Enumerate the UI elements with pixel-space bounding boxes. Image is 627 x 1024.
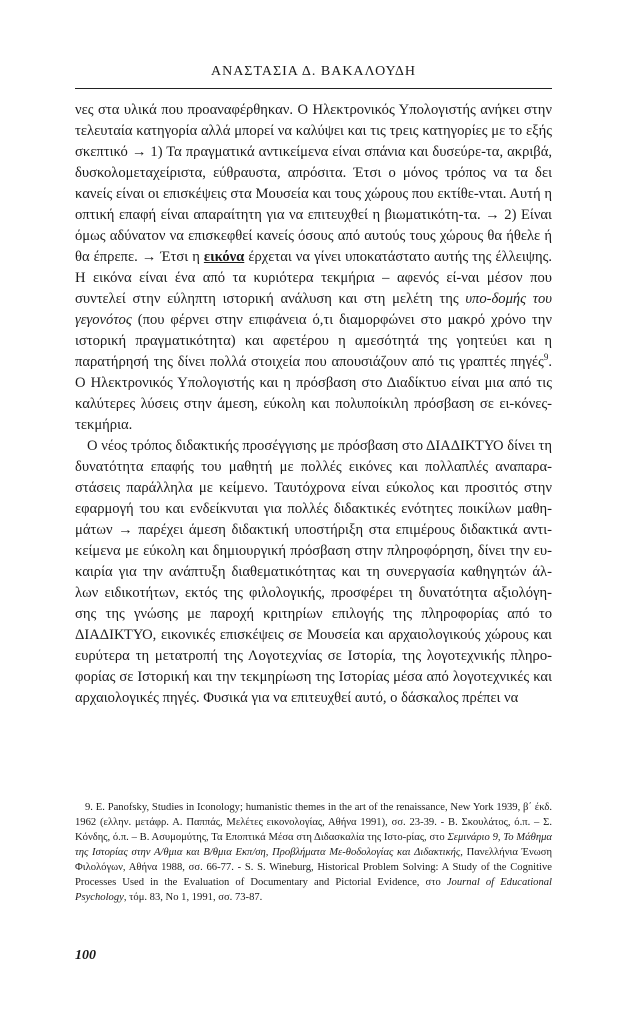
paragraph-1-text-a: νες στα υλικά που προαναφέρθηκαν. Ο Ηλεκτρονικός Υπολογιστής ανήκει στην τελευταία κατηγορία αλλά μπορεί να καλύψει και τις τρεις κατηγορίες με το εξής σκεπτικό → 1) Τα πραγματικά αντικείμενα είναι σπάνια και δυσεύρε-τα, ακριβά, δυσκολομεταχείριστα, εύθραυστα, απρόσιτα. Έτσι ο μόνος τρόπος να τα δει κανείς είναι οι επισκέψεις στα Μουσεία και τους χώρους που εκτίθε-νται. Αυτή η οπτική επαφή είναι απαραίτητη για να επιτευχθεί η βιωματικότη-τα. → 2) Είναι όμως αδύνατον να επισκεφθεί κανείς όσους από αυτούς τους χώρους θα ήθελε ή θα έπρεπε. → Έτσι η [75,102,552,265]
footnote-9 [75,800,552,905]
footnote-italic-a: Σεμινάριο 9, Το Μάθημα της Ιστορίας στην Α/θμια και Β/θμια Εκπ/ση, Προβλήματα Με-θοδολογίας και Διδακτικής [75,832,552,858]
header-rule [75,88,552,89]
paragraph-2: Ο νέος τρόπος διδακτικής προσέγγισης με πρόσβαση στο ΔΙΑΔΙΚΤΥΟ δίνει τη δυνατότητα επαφής του μαθητή με πολλές εικόνες και πολλαπλές αναπαρα-στάσεις παράλληλα με κείμενο. Ταυτόχρονα είναι εύκολος και προσιτός στην εφαρμογή του και ενδείκνυται για πολλές διδακτικές ενότητες ποικίλων μαθη-μάτων → παρέχει άμεση διδακτική υποστήριξη στα επιμέρους διδακτικά αντι-κείμενα με εύκολη και δημιουργική πρόσβαση στην πληροφόρηση, δίνει την ευ-καιρία για την ανάπτυξη διαθεματικότητας και τη συνεργασία καθηγητών άλ-λων ειδικοτήτων, εκτός της φιλολογικής, προσφέρει τη δυνατότητα αξιολόγη-σης της γνώσης με παροχή κριτηρίων επιλογής της πληροφορίας από το ΔΙΑΔΙΚΤΥΟ, εικονικές επισκέψεις σε Μουσεία και αρχαιολογικούς χώρους και ευρύτερα τη μετατροπή της Λογοτεχνίας σε Ιστορία, της λογοτεχνικής πληρο-φορίας σε Ιστορική και την τεκμηρίωση της Ιστορίας μέσα από λογοτεχνικές και αρχαιολογικές πηγές. Φυσικά για να επιτευχθεί αυτό, ο δάσκαλος πρέπει να [75,438,552,706]
footnote-reference: 9 [543,352,549,363]
footnote-text-a: 9. E. Panofsky, Studies in Iconology; humanistic themes in the art of the renaissance, New York 1939, β΄ έκδ. 1962 (ελλην. μετάφρ. Α. Παππάς, Μελέτες εικονολογίας, Αθήνα 1991), σσ. 23-39. - Β. Σκουλάτος, ό.π. – Σ. Κόνδης, ό.π. – Β. Ασυμομύτης, Τα Εποπτικά Μέσα στη Διδασκαλία της Ιστο-ρίας, στο [75,802,552,843]
paragraph-1 [75,100,552,436]
footnote-italic-b: Journal of Educational Psychology [75,877,552,903]
paragraph-1-text-d: . Ο Ηλεκτρονικός Υπολογιστής και η πρόσβαση στο Διαδίκτυο είναι μια από τις καλύτερες λύσεις στην άμεση, εύκολη και πολυποίκιλη πρόσβαση σε ει-κόνες-τεκμήρια. [75,354,552,433]
page-number: 100 [75,948,96,963]
running-head: ΑΝΑΣΤΑΣΙΑ Δ. ΒΑΚΑΛΟΥΔΗ [210,64,417,79]
main-text [75,100,552,709]
emphasized-word: εικόνα [203,249,245,265]
paragraph-1-text-b: έρχεται να γίνει υποκατάστατο αυτής της έλλειψης. Η εικόνα είναι ένα από τα κυριότερα τεκμήρια – αφενός εί-ναι μέσον που συντελεί στην εύληπτη ιστορική ανάλυση και στη μελέτη της [75,249,552,307]
footnote-text-c: , τόμ. 83, No 1, 1991, σσ. 73-87. [123,892,263,903]
italic-phrase: υπο-δομής του γεγονότος [75,291,552,328]
paragraph-1-text-c: (που φέρνει στην επιφάνεια ό,τι διαμορφώνει στο μακρό χρόνο την ιστορική πραγματικότητα) και αφετέρου η αμεσότητά της γοητεύει και η παρατήρησή της δίνει πολλά στοιχεία που απουσιάζουν από τις γραπτές πηγές [75,312,552,370]
footnote-text-b: , Πανελλήνια Ένωση Φιλολόγων, Αθήνα 1988, σσ. 66-77. - S. S. Wineburg, Historical Problem Solving: A Study of the Cognitive Processes Used in the Evaluation of Documentary and Pictorial Evidence, στο [75,847,552,888]
